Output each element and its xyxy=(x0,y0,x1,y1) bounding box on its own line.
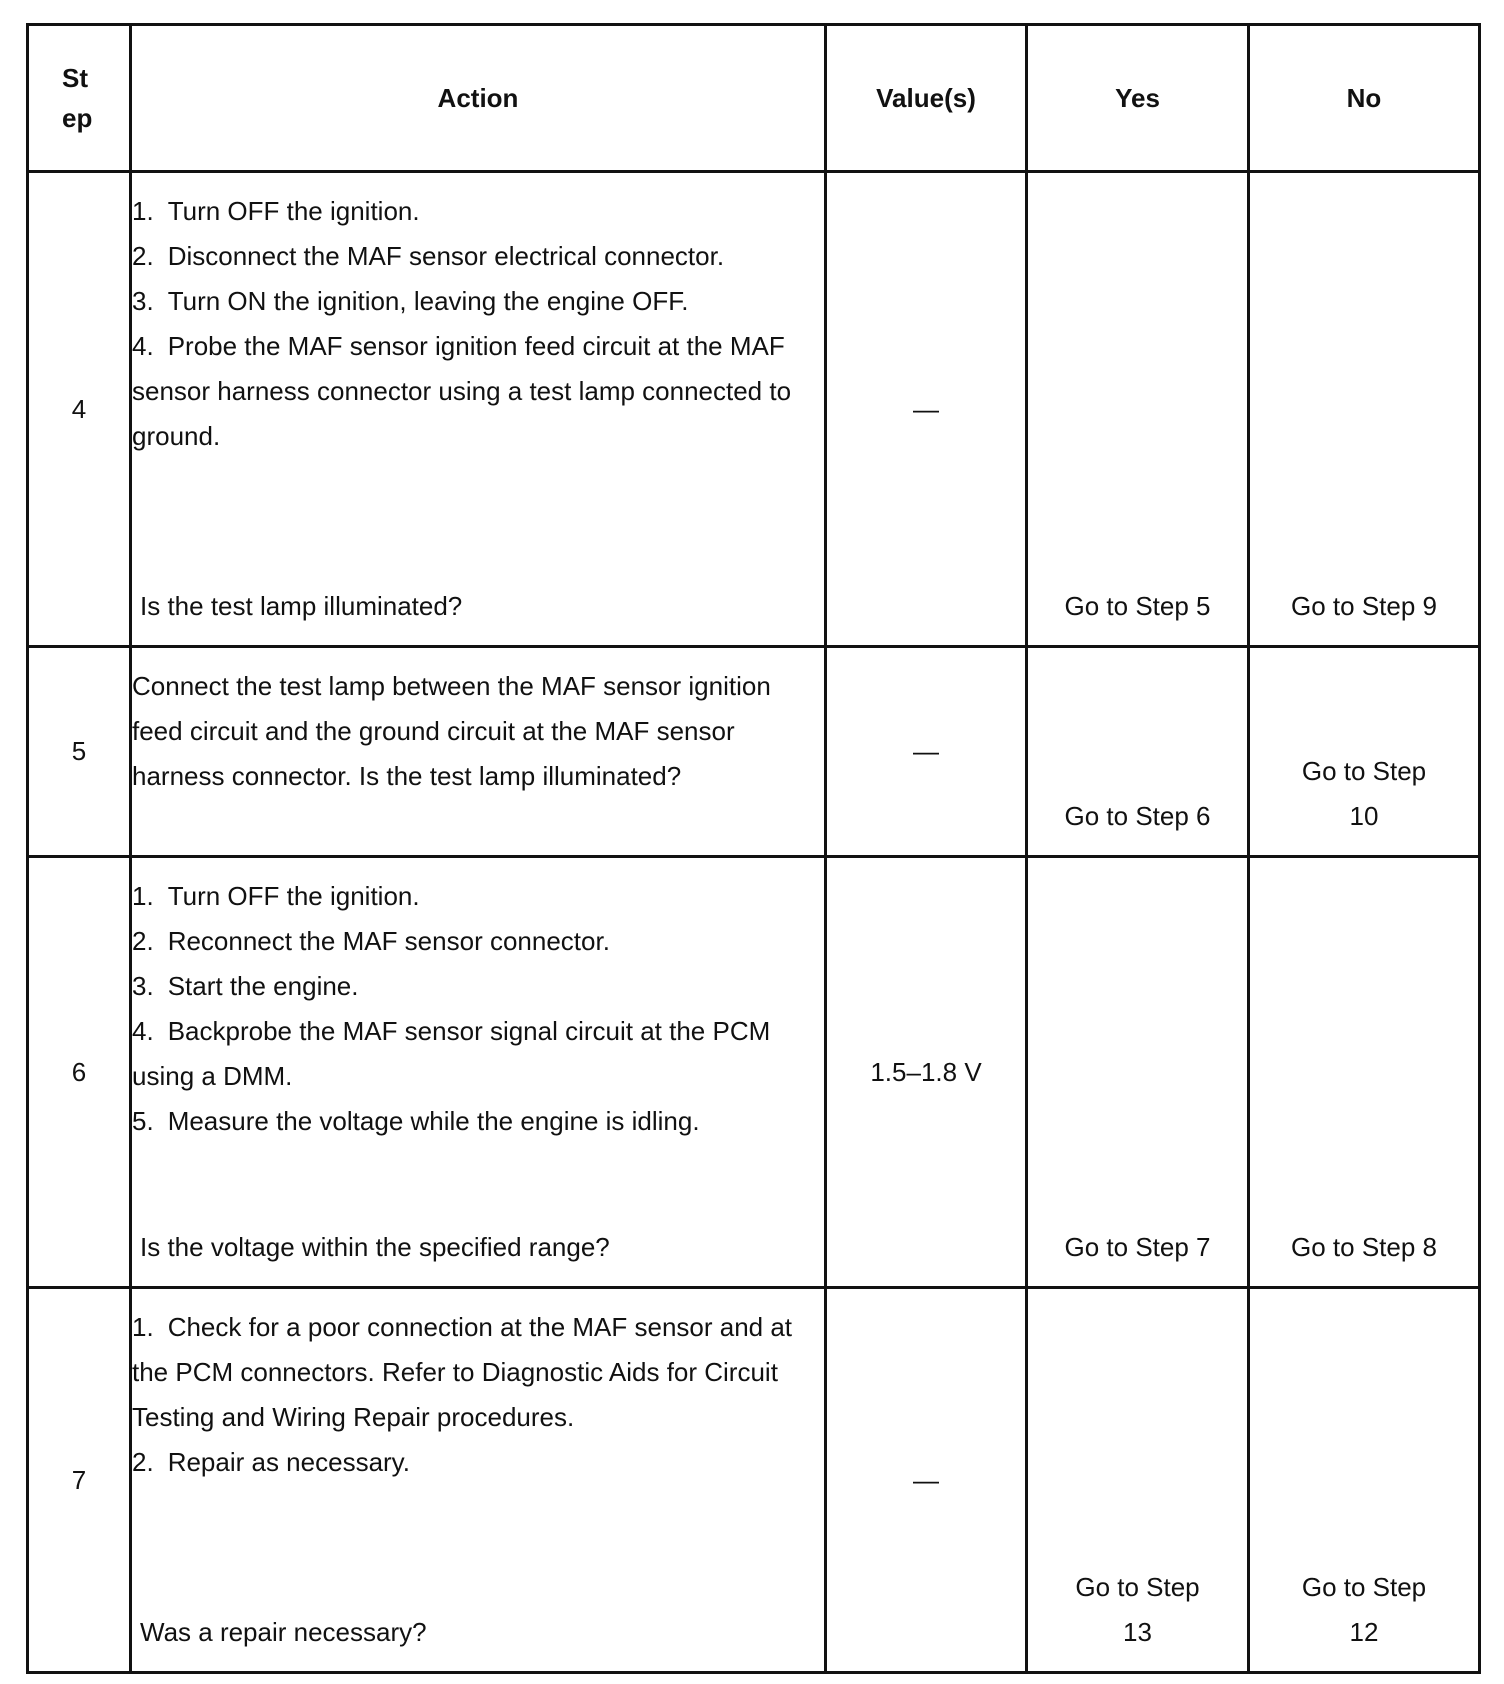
action-item: 4. Probe the MAF sensor ignition feed circuit at the MAF sensor harness connector using a test lamp connected to ground. xyxy=(132,331,792,451)
action-question: Was a repair necessary? xyxy=(140,1617,427,1647)
no-cell xyxy=(1249,647,1480,857)
no-cell xyxy=(1249,172,1480,647)
action-cell xyxy=(131,647,826,857)
action-item: 2. Reconnect the MAF sensor connector. xyxy=(132,926,610,956)
diagnostic-table xyxy=(26,23,1481,1674)
header-no: No xyxy=(1249,25,1480,172)
value-cell: 1.5–1.8 V xyxy=(826,857,1027,1288)
yes-link: Go to Step 6 xyxy=(1064,801,1211,831)
no-cell xyxy=(1249,857,1480,1288)
no-link: Go to Step 9 xyxy=(1291,591,1437,621)
value-cell: — xyxy=(826,647,1027,857)
action-question: Is the voltage within the specified range? xyxy=(140,1232,610,1262)
action-cell xyxy=(131,1288,826,1673)
table-row xyxy=(28,1288,1480,1673)
no-link: Go to Step 8 xyxy=(1291,1232,1437,1262)
no-link: Go to Step 12 xyxy=(1301,1572,1427,1647)
no-link: Go to Step 10 xyxy=(1301,756,1427,831)
yes-cell xyxy=(1027,172,1249,647)
action-cell xyxy=(131,172,826,647)
step-number: 4 xyxy=(28,172,131,647)
action-item: 1. Turn OFF the ignition. xyxy=(132,196,420,226)
step-number: 6 xyxy=(28,857,131,1288)
action-item: 4. Backprobe the MAF sensor signal circuit at the PCM using a DMM. xyxy=(132,1016,771,1091)
value-cell: — xyxy=(826,1288,1027,1673)
step-number: 7 xyxy=(28,1288,131,1673)
yes-link: Go to Step 5 xyxy=(1064,591,1211,621)
table-row xyxy=(28,857,1480,1288)
yes-cell xyxy=(1027,857,1249,1288)
action-text: Connect the test lamp between the MAF sensor ignition feed circuit and the ground circuit at the MAF sensor harness connector. Is the test lamp illuminated? xyxy=(132,671,771,791)
no-cell xyxy=(1249,1288,1480,1673)
action-item: 3. Turn ON the ignition, leaving the engine OFF. xyxy=(132,286,689,316)
header-yes: Yes xyxy=(1027,25,1249,172)
header-row xyxy=(28,25,1480,172)
value-cell: — xyxy=(826,172,1027,647)
yes-cell xyxy=(1027,647,1249,857)
action-item: 2. Repair as necessary. xyxy=(132,1447,410,1477)
action-item: 1. Turn OFF the ignition. xyxy=(132,881,420,911)
yes-link: Go to Step 7 xyxy=(1064,1232,1211,1262)
action-item: 2. Disconnect the MAF sensor electrical connector. xyxy=(132,241,725,271)
action-item: 5. Measure the voltage while the engine is idling. xyxy=(132,1106,700,1136)
step-number: 5 xyxy=(28,647,131,857)
action-item: 1. Check for a poor connection at the MAF sensor and at the PCM connectors. Refer to Diagnostic Aids for Circuit Testing and Wiring Repair procedures. xyxy=(132,1312,793,1432)
action-question: Is the test lamp illuminated? xyxy=(140,591,463,621)
table-row xyxy=(28,647,1480,857)
header-step: Step xyxy=(28,25,131,172)
header-action: Action xyxy=(131,25,826,172)
yes-link: Go to Step 13 xyxy=(1075,1572,1200,1647)
header-values: Value(s) xyxy=(826,25,1027,172)
action-item: 3. Start the engine. xyxy=(132,971,359,1001)
table-row xyxy=(28,172,1480,647)
yes-cell xyxy=(1027,1288,1249,1673)
action-cell xyxy=(131,857,826,1288)
